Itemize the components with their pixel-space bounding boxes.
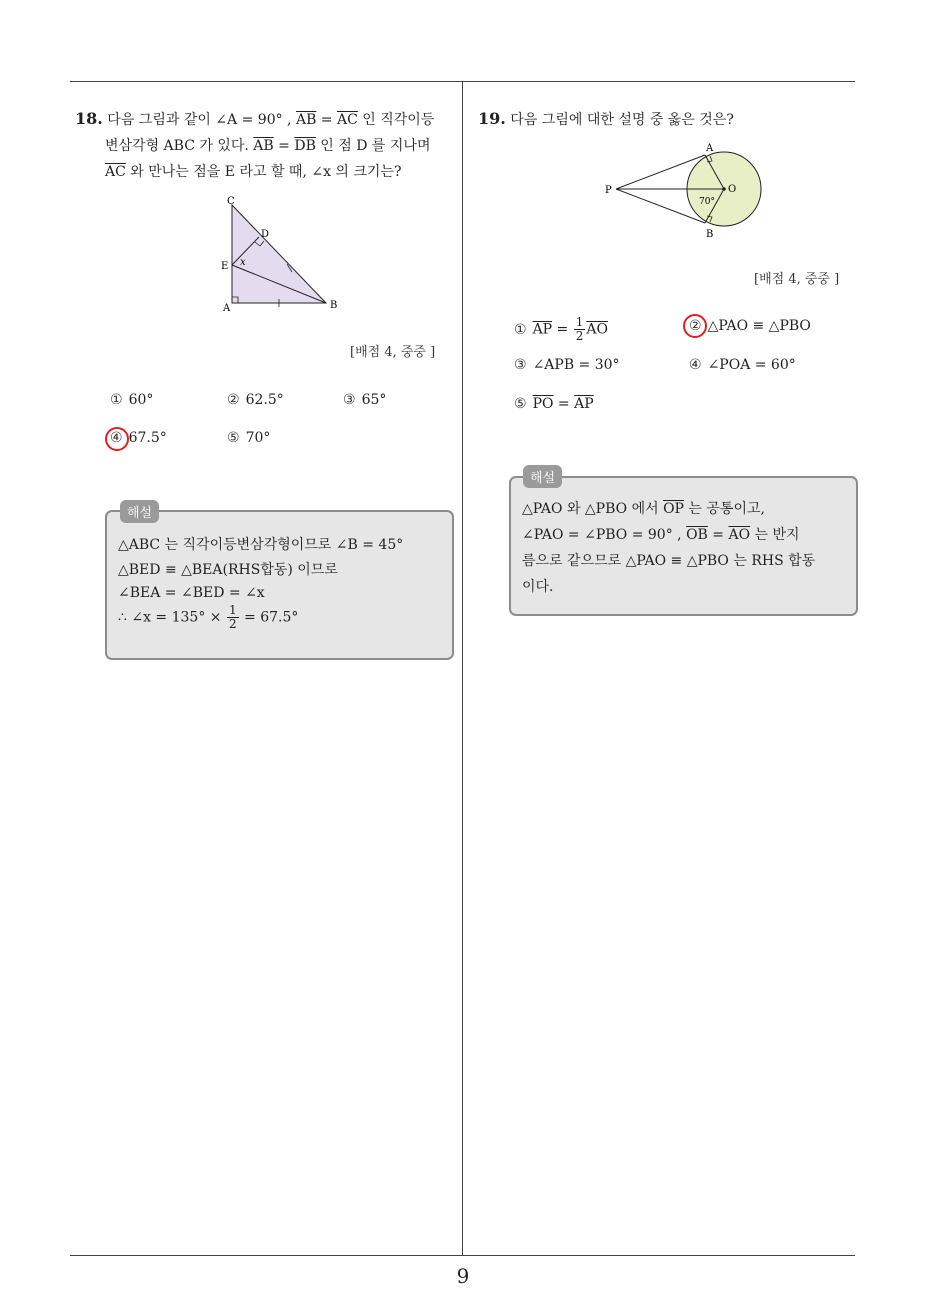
choice-number: ⑤ bbox=[514, 396, 527, 412]
choice-5[interactable] bbox=[227, 430, 270, 446]
solution-line: 름으로 같으므로 △PAO ≡ △PBO 는 RHS 합동 bbox=[522, 553, 816, 569]
label-o: O bbox=[728, 184, 737, 195]
solution-text: ∠PAO = ∠PBO = 90° , bbox=[522, 527, 687, 543]
question-text: 인 직각이등 bbox=[357, 112, 435, 128]
label-b: B bbox=[706, 229, 714, 240]
page-number: 9 bbox=[456, 1264, 470, 1288]
choice-number: ⑤ bbox=[227, 430, 240, 446]
solution-text: 는 공통이고, bbox=[683, 501, 765, 517]
numerator: 1 bbox=[228, 603, 237, 617]
footer-rule bbox=[70, 1255, 855, 1256]
solution-box bbox=[509, 476, 858, 616]
solution-line: △ABC 는 직각이등변삼각형이므로 ∠B = 45° bbox=[118, 537, 404, 553]
choice-text: ∠APB = 30° bbox=[532, 357, 620, 373]
solution-text: 는 반지 bbox=[750, 527, 800, 543]
label-x: x bbox=[240, 257, 246, 268]
segment-ao: $\overline{AO}$ bbox=[728, 527, 751, 543]
segment-op: $\overline{OP}$ bbox=[663, 501, 684, 517]
score-info: [배점 4, 중중 ] bbox=[754, 272, 840, 287]
segment-ao: $\overline{AO}$ bbox=[586, 321, 608, 338]
triangle-figure bbox=[215, 193, 345, 315]
label-a: A bbox=[706, 143, 714, 154]
choice-number: ③ bbox=[514, 357, 527, 373]
solution-line: △BED ≡ △BEA(RHS합동) 이므로 bbox=[118, 562, 338, 578]
segment-ob: $\overline{OB}$ bbox=[686, 527, 708, 543]
label-p: P bbox=[605, 185, 612, 196]
choice-number: ① bbox=[110, 392, 123, 408]
choice-number: ② bbox=[689, 318, 702, 334]
numerator: 1 bbox=[575, 315, 584, 329]
equals: = bbox=[707, 527, 729, 543]
label-c: C bbox=[227, 196, 235, 207]
denominator: 2 bbox=[228, 617, 237, 631]
choice-1[interactable] bbox=[514, 316, 608, 343]
solution-text: = 67.5° bbox=[239, 609, 299, 626]
choice-text: 67.5° bbox=[128, 430, 167, 446]
question-text: 다음 그림과 같이 ∠A = 90° , bbox=[107, 112, 296, 128]
question-text: 와 만나는 점을 E 라고 할 때, ∠x 의 크기는? bbox=[125, 164, 402, 180]
question-text: 변삼각형 ABC 가 있다. bbox=[105, 138, 254, 154]
label-angle: 70° bbox=[699, 197, 715, 207]
solution-line bbox=[522, 524, 800, 544]
fraction bbox=[574, 316, 586, 343]
segment-ap: $\overline{AP}$ bbox=[532, 321, 553, 338]
solution-tag: 해설 bbox=[120, 500, 159, 523]
choice-3[interactable] bbox=[514, 357, 620, 373]
label-e: E bbox=[221, 261, 229, 272]
choice-2[interactable] bbox=[689, 318, 811, 334]
answer-mark bbox=[683, 314, 707, 338]
segment-ab: $\overline{AB}$ bbox=[295, 112, 317, 128]
segment-db: $\overline{DB}$ bbox=[294, 138, 316, 154]
solution-tag: 해설 bbox=[523, 465, 562, 488]
label-d: D bbox=[261, 229, 270, 240]
segment-po: $\overline{PO}$ bbox=[532, 396, 554, 412]
choice-number: ① bbox=[514, 321, 527, 338]
equals: = bbox=[553, 396, 575, 412]
solution-line bbox=[522, 498, 765, 518]
choice-2[interactable] bbox=[227, 392, 284, 408]
question-number: 19. bbox=[478, 109, 506, 128]
choice-number: ② bbox=[227, 392, 240, 408]
answer-mark bbox=[105, 427, 129, 451]
choice-text: 60° bbox=[128, 392, 154, 408]
choice-4[interactable] bbox=[689, 357, 796, 373]
choice-text: 62.5° bbox=[245, 392, 284, 408]
choice-1[interactable] bbox=[110, 392, 153, 408]
segment-ab: $\overline{AB}$ bbox=[253, 138, 274, 154]
column-divider bbox=[462, 81, 463, 1256]
question-number: 18. bbox=[75, 109, 103, 128]
solution-line: ∠BEA = ∠BED = ∠x bbox=[118, 585, 265, 601]
fraction bbox=[227, 604, 239, 631]
label-a: A bbox=[223, 303, 231, 314]
choice-number: ③ bbox=[343, 392, 356, 408]
choice-3[interactable] bbox=[343, 392, 386, 408]
denominator: 2 bbox=[575, 329, 584, 343]
question-18 bbox=[75, 106, 455, 185]
solution-text: ∴ ∠x = 135° × bbox=[118, 609, 226, 626]
segment-ac: $\overline{AC}$ bbox=[105, 164, 126, 180]
solution-text: △PAO 와 △PBO 에서 bbox=[522, 501, 664, 517]
solution-line bbox=[118, 604, 298, 631]
equals: = bbox=[273, 138, 295, 154]
question-text: 다음 그림에 대한 설명 중 옳은 것은? bbox=[510, 112, 734, 128]
question-text: 인 점 D 를 지나며 bbox=[315, 138, 431, 154]
segment-ap: $\overline{AP}$ bbox=[574, 396, 594, 412]
choice-text: △PAO ≡ △PBO bbox=[707, 318, 811, 334]
choice-number: ④ bbox=[110, 430, 123, 446]
choice-number: ④ bbox=[689, 357, 702, 373]
question-19 bbox=[478, 106, 848, 133]
circle-tangent-figure bbox=[600, 140, 770, 240]
segment-ac: $\overline{AC}$ bbox=[337, 112, 358, 128]
choice-text: ∠POA = 60° bbox=[707, 357, 796, 373]
equals: = bbox=[316, 112, 337, 128]
choice-text: 65° bbox=[361, 392, 387, 408]
equals: = bbox=[552, 321, 573, 338]
solution-line: 이다. bbox=[522, 579, 554, 595]
choice-text: 70° bbox=[245, 430, 271, 446]
label-b: B bbox=[330, 300, 338, 311]
score-info: [배점 4, 중중 ] bbox=[350, 345, 436, 360]
choice-5[interactable] bbox=[514, 396, 594, 412]
